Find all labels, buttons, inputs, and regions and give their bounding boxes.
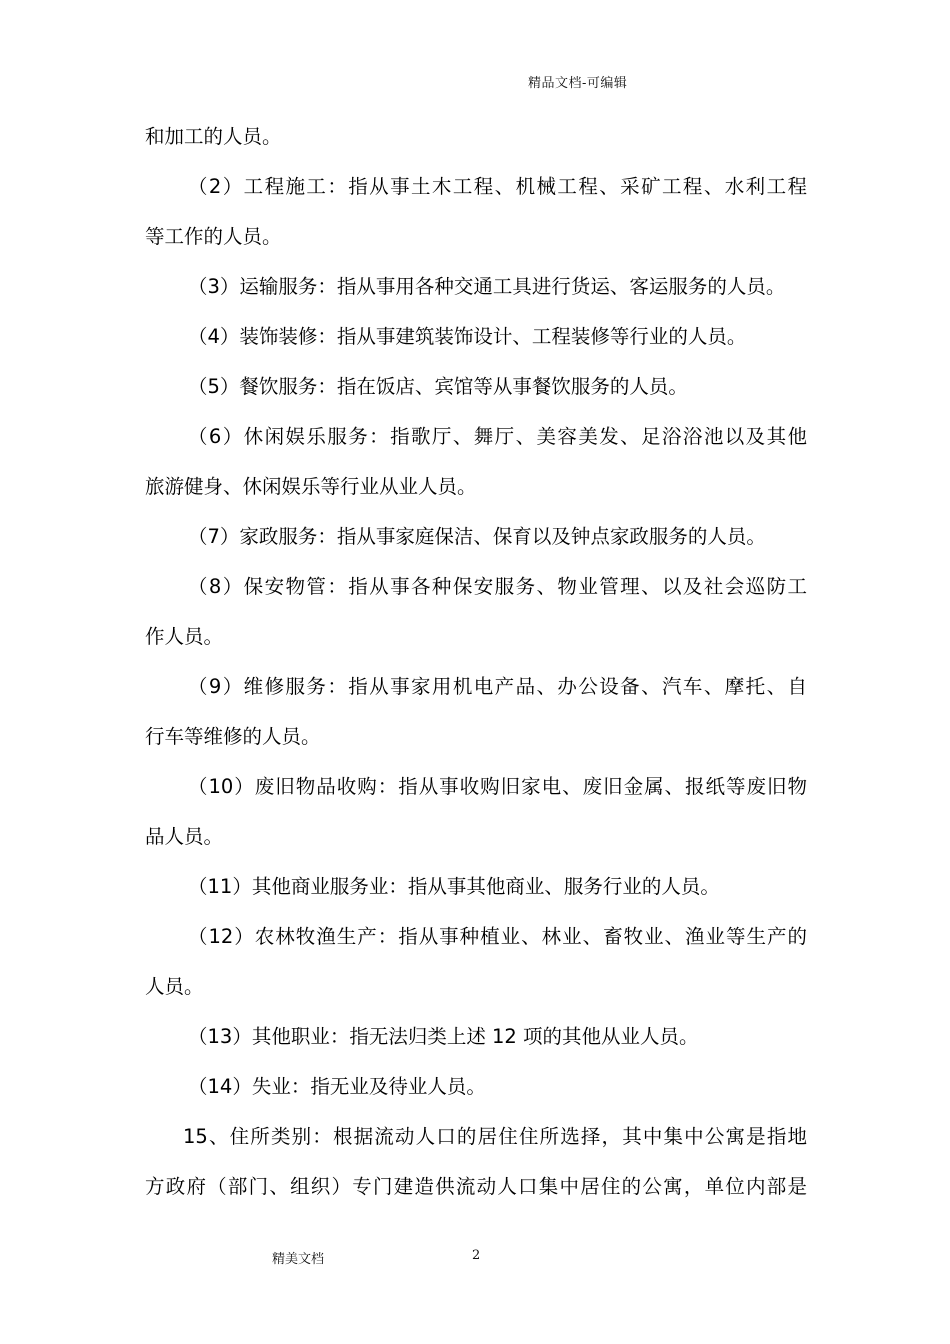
paragraph-line: 和加工的人员。 <box>145 125 282 148</box>
paragraph-line: 等工作的人员。 <box>145 225 282 248</box>
paragraph-line: 作人员。 <box>145 625 224 648</box>
paragraph-line: 15、住所类别：根据流动人口的居住住所选择，其中集中公寓是指地 <box>183 1125 807 1148</box>
paragraph-line: （12）农林牧渔生产：指从事种植业、林业、畜牧业、渔业等生产的 <box>188 925 807 948</box>
paragraph-line: 人员。 <box>145 975 204 998</box>
paragraph-line: （11）其他商业服务业：指从事其他商业、服务行业的人员。 <box>188 875 720 898</box>
document-body <box>145 118 807 1218</box>
paragraph-line: 方政府（部门、组织）专门建造供流动人口集中居住的公寓，单位内部是 <box>145 1175 807 1198</box>
paragraph-line: （8）保安物管：指从事各种保安服务、物业管理、以及社会巡防工 <box>188 575 807 598</box>
page-header: 精品文档-可编辑 <box>528 76 628 91</box>
paragraph-line: （6）休闲娱乐服务：指歌厅、舞厅、美容美发、足浴浴池以及其他 <box>188 425 807 448</box>
paragraph-line: 行车等维修的人员。 <box>145 725 321 748</box>
paragraph-line: （3）运输服务：指从事用各种交通工具进行货运、客运服务的人员。 <box>188 275 786 298</box>
paragraph-line: （13）其他职业：指无法归类上述 12 项的其他从业人员。 <box>188 1025 699 1048</box>
page-number: 2 <box>472 1248 481 1263</box>
paragraph-line: （10）废旧物品收购：指从事收购旧家电、废旧金属、报纸等废旧物 <box>188 775 807 798</box>
paragraph-line: 旅游健身、休闲娱乐等行业从业人员。 <box>145 475 477 498</box>
paragraph-line: （4）装饰装修：指从事建筑装饰设计、工程装修等行业的人员。 <box>188 325 747 348</box>
page-footer-label: 精美文档 <box>272 1252 325 1267</box>
paragraph-line: （9）维修服务：指从事家用机电产品、办公设备、汽车、摩托、自 <box>188 675 807 698</box>
paragraph-line: 品人员。 <box>145 825 224 848</box>
paragraph-line: （2）工程施工：指从事土木工程、机械工程、采矿工程、水利工程 <box>188 175 807 198</box>
paragraph-line: （7）家政服务：指从事家庭保洁、保育以及钟点家政服务的人员。 <box>188 525 766 548</box>
paragraph-line: （5）餐饮服务：指在饭店、宾馆等从事餐饮服务的人员。 <box>188 375 688 398</box>
paragraph-line: （14）失业：指无业及待业人员。 <box>188 1075 486 1098</box>
